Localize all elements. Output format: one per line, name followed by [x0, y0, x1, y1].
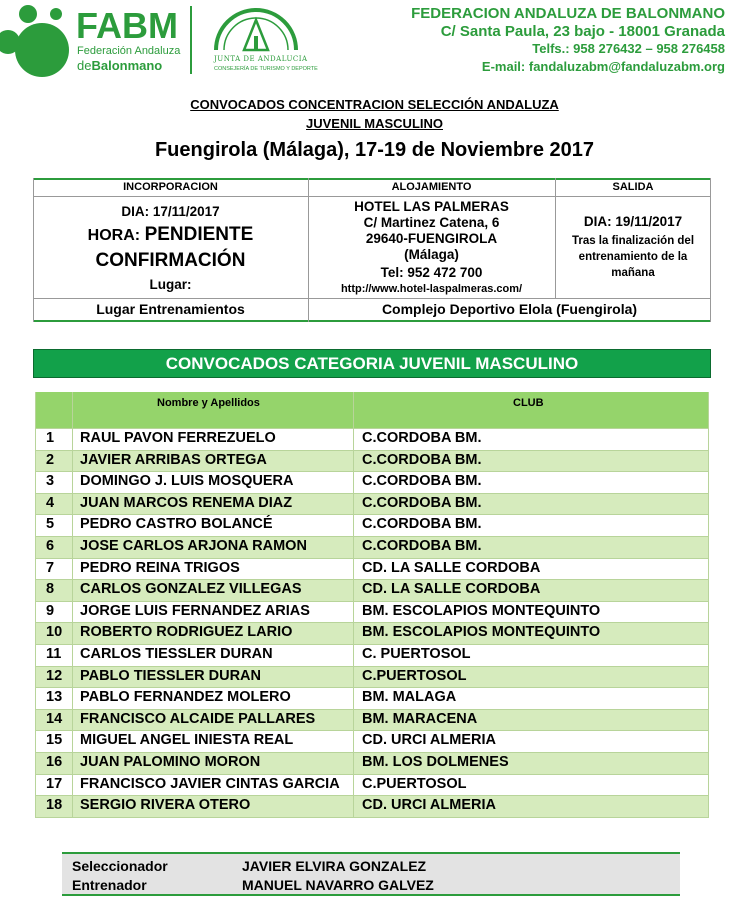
- table-grid-line: [35, 644, 709, 645]
- table-grid-line: [353, 392, 354, 817]
- table-grid-line: [35, 514, 709, 515]
- player-name: PEDRO CASTRO BOLANCÉ: [80, 516, 273, 533]
- row-number: 16: [46, 754, 63, 770]
- header-incorporacion: INCORPORACION: [123, 181, 218, 193]
- row-number: 10: [46, 624, 63, 641]
- header-salida: SALIDA: [612, 181, 654, 193]
- player-name: MIGUEL ANGEL INIESTA REAL: [80, 732, 294, 749]
- table-row: [35, 536, 709, 558]
- federation-phones: Telfs.: 958 276432 – 958 276458: [532, 41, 725, 56]
- hotel-phone: Tel: 952 472 700: [380, 265, 483, 280]
- section-banner: CONVOCADOS CATEGORIA JUVENIL MASCULINO: [33, 349, 711, 378]
- incorporacion-date: DIA: 17/11/2017: [121, 204, 220, 219]
- hotel-name: HOTEL LAS PALMERAS: [354, 199, 509, 214]
- table-grid-line: [35, 795, 709, 796]
- player-name: PEDRO REINA TRIGOS: [80, 559, 240, 576]
- training-venue: Complejo Deportivo Elola (Fuengirola): [381, 301, 638, 317]
- player-club: C.CORDOBA BM.: [362, 516, 482, 533]
- table-row: [35, 687, 709, 709]
- player-club: C.CORDOBA BM.: [362, 451, 482, 468]
- player-name: JAVIER ARRIBAS ORTEGA: [80, 451, 267, 468]
- table-grid-line: [35, 752, 709, 753]
- incorporacion-place: Lugar:: [149, 277, 192, 292]
- column-header-club: CLUB: [513, 397, 544, 409]
- junta-name: JUNTA DE ANDALUCIA: [214, 55, 308, 63]
- player-name: FRANCISCO JAVIER CINTAS GARCIA: [80, 775, 340, 792]
- federation-email[interactable]: E-mail: fandaluzabm@fandaluzabm.org: [481, 58, 725, 74]
- player-club: C.CORDOBA BM.: [362, 538, 482, 554]
- row-number: 4: [46, 494, 55, 511]
- training-label: Lugar Entrenamientos: [96, 301, 245, 317]
- player-name: ROBERTO RODRIGUEZ LARIO: [80, 624, 293, 641]
- player-name: DOMINGO J. LUIS MOSQUERA: [80, 473, 294, 490]
- row-number: 1: [46, 430, 55, 446]
- row-number: 15: [46, 732, 63, 749]
- table-row: [35, 709, 709, 731]
- table-grid-line: [35, 493, 709, 494]
- fabm-logo-circles: [0, 0, 70, 80]
- player-club: C.CORDOBA BM.: [362, 430, 482, 446]
- table-row: [35, 450, 709, 472]
- player-name: RAUL PAVON FERREZUELO: [80, 430, 276, 446]
- salida-note-2: entrenamiento de la: [578, 251, 688, 263]
- table-grid-line: [35, 450, 709, 451]
- table-grid-line: [35, 471, 709, 472]
- event-location-date: Fuengirola (Málaga), 17-19 de Noviembre 2017: [154, 139, 595, 161]
- table-row: [35, 514, 709, 536]
- table-grid-line: [35, 817, 709, 818]
- staff-name-selector: JAVIER ELVIRA GONZALEZ: [242, 858, 427, 874]
- row-number: 2: [46, 451, 55, 468]
- header-divider: [190, 6, 192, 74]
- row-number: 17: [46, 775, 63, 792]
- player-name: PABLO TIESSLER DURAN: [80, 667, 261, 684]
- table-row: [35, 579, 709, 601]
- document-title: CONVOCADOS CONCENTRACION SELECCIÓN ANDALUZA: [190, 97, 559, 112]
- table-grid-line: [35, 774, 709, 775]
- player-club: CD. LA SALLE CORDOBA: [362, 581, 541, 598]
- hotel-province: (Málaga): [404, 247, 459, 262]
- row-number: 8: [46, 581, 55, 598]
- federation-contact-block: [411, 5, 725, 75]
- table-row: [35, 644, 709, 666]
- hotel-street: C/ Martinez Catena, 6: [363, 215, 500, 230]
- player-club: C.CORDOBA BM.: [362, 494, 482, 511]
- row-number: 3: [46, 473, 55, 490]
- salida-note-3: mañana: [611, 267, 655, 279]
- players-table-header: [35, 392, 709, 428]
- fabm-logo-subtitle-2: deBalonmano: [77, 58, 163, 73]
- table-grid-line: [35, 428, 709, 429]
- table-grid-line: [35, 666, 709, 667]
- table-row: [35, 493, 709, 515]
- player-club: C.PUERTOSOL: [362, 775, 467, 792]
- junta-department: CONSEJERÍA DE TURISMO Y DEPORTE: [214, 66, 318, 72]
- row-number: 6: [46, 538, 55, 554]
- table-row: [35, 428, 709, 450]
- table-grid-line: [35, 709, 709, 710]
- player-club: C. PUERTOSOL: [362, 646, 471, 662]
- logistics-table: [33, 178, 711, 322]
- table-grid-line: [35, 622, 709, 623]
- player-club: CD. URCI ALMERIA: [362, 797, 496, 814]
- table-row: [35, 622, 709, 644]
- player-club: BM. LOS DOLMENES: [362, 754, 509, 770]
- row-number: 9: [46, 602, 55, 619]
- federation-name: FEDERACION ANDALUZA DE BALONMANO: [411, 5, 725, 22]
- player-name: JUAN PALOMINO MORON: [80, 754, 261, 770]
- fabm-logo-subtitle: Federación Andaluza: [77, 45, 181, 57]
- hotel-city: 29640-FUENGIROLA: [365, 231, 498, 246]
- row-number: 13: [46, 689, 63, 706]
- player-club: BM. ESCOLAPIOS MONTEQUINTO: [362, 624, 601, 641]
- player-club: C.CORDOBA BM.: [362, 473, 482, 490]
- table-row: [35, 752, 709, 774]
- row-number: 12: [46, 667, 63, 684]
- table-grid-line: [35, 579, 709, 580]
- coaching-staff-box: [62, 852, 680, 896]
- junta-andalucia-emblem: [210, 6, 302, 60]
- player-name: FRANCISCO ALCAIDE PALLARES: [80, 710, 316, 727]
- row-number: 7: [46, 559, 55, 576]
- row-number: 5: [46, 516, 55, 533]
- player-name: PABLO FERNANDEZ MOLERO: [80, 689, 291, 706]
- table-row: [35, 471, 709, 493]
- player-name: JUAN MARCOS RENEMA DIAZ: [80, 494, 293, 511]
- table-row: [35, 774, 709, 796]
- table-grid-line: [35, 392, 36, 817]
- salida-note-1: Tras la finalización del: [571, 235, 695, 247]
- row-number: 14: [46, 710, 63, 727]
- federation-address: C/ Santa Paula, 23 bajo - 18001 Granada: [440, 22, 725, 40]
- player-club: BM. ESCOLAPIOS MONTEQUINTO: [362, 602, 601, 619]
- player-name: JOSE CARLOS ARJONA RAMON: [80, 538, 307, 554]
- table-grid-line: [35, 730, 709, 731]
- table-grid-line: [35, 558, 709, 559]
- table-grid-line: [72, 392, 73, 817]
- player-name: SERGIO RIVERA OTERO: [80, 797, 251, 814]
- salida-date: DIA: 19/11/2017: [583, 214, 683, 229]
- table-row: [35, 601, 709, 623]
- table-row: [35, 666, 709, 688]
- table-row: [35, 558, 709, 580]
- staff-name-coach: MANUEL NAVARRO GALVEZ: [242, 877, 434, 893]
- player-name: CARLOS GONZALEZ VILLEGAS: [80, 581, 302, 598]
- player-club: BM. MARACENA: [362, 710, 478, 727]
- table-grid-line: [35, 687, 709, 688]
- incorporacion-time: HORA: PENDIENTE: [87, 224, 254, 245]
- header-alojamiento: ALOJAMIENTO: [391, 181, 472, 193]
- table-row: [35, 795, 709, 817]
- column-header-name: Nombre y Apellidos: [157, 397, 260, 409]
- staff-role-coach: Entrenador: [72, 877, 147, 893]
- table-grid-line: [35, 536, 709, 537]
- table-grid-line: [35, 601, 709, 602]
- player-name: JORGE LUIS FERNANDEZ ARIAS: [80, 602, 310, 619]
- incorporacion-time-2: CONFIRMACIÓN: [95, 250, 246, 271]
- table-row: [35, 730, 709, 752]
- player-club: BM. MALAGA: [362, 689, 457, 706]
- row-number: 11: [46, 646, 62, 662]
- staff-role-selector: Seleccionador: [72, 858, 168, 874]
- player-name: CARLOS TIESSLER DURAN: [80, 646, 273, 662]
- player-club: CD. URCI ALMERIA: [362, 732, 496, 749]
- document-category: JUVENIL MASCULINO: [306, 116, 443, 131]
- hotel-website-link[interactable]: http://www.hotel-laspalmeras.com/: [340, 283, 523, 295]
- player-club: CD. LA SALLE CORDOBA: [362, 559, 541, 576]
- player-club: C.PUERTOSOL: [362, 667, 467, 684]
- table-grid-line: [708, 392, 709, 817]
- row-number: 18: [46, 797, 63, 814]
- fabm-logo-text: FABM: [76, 5, 178, 46]
